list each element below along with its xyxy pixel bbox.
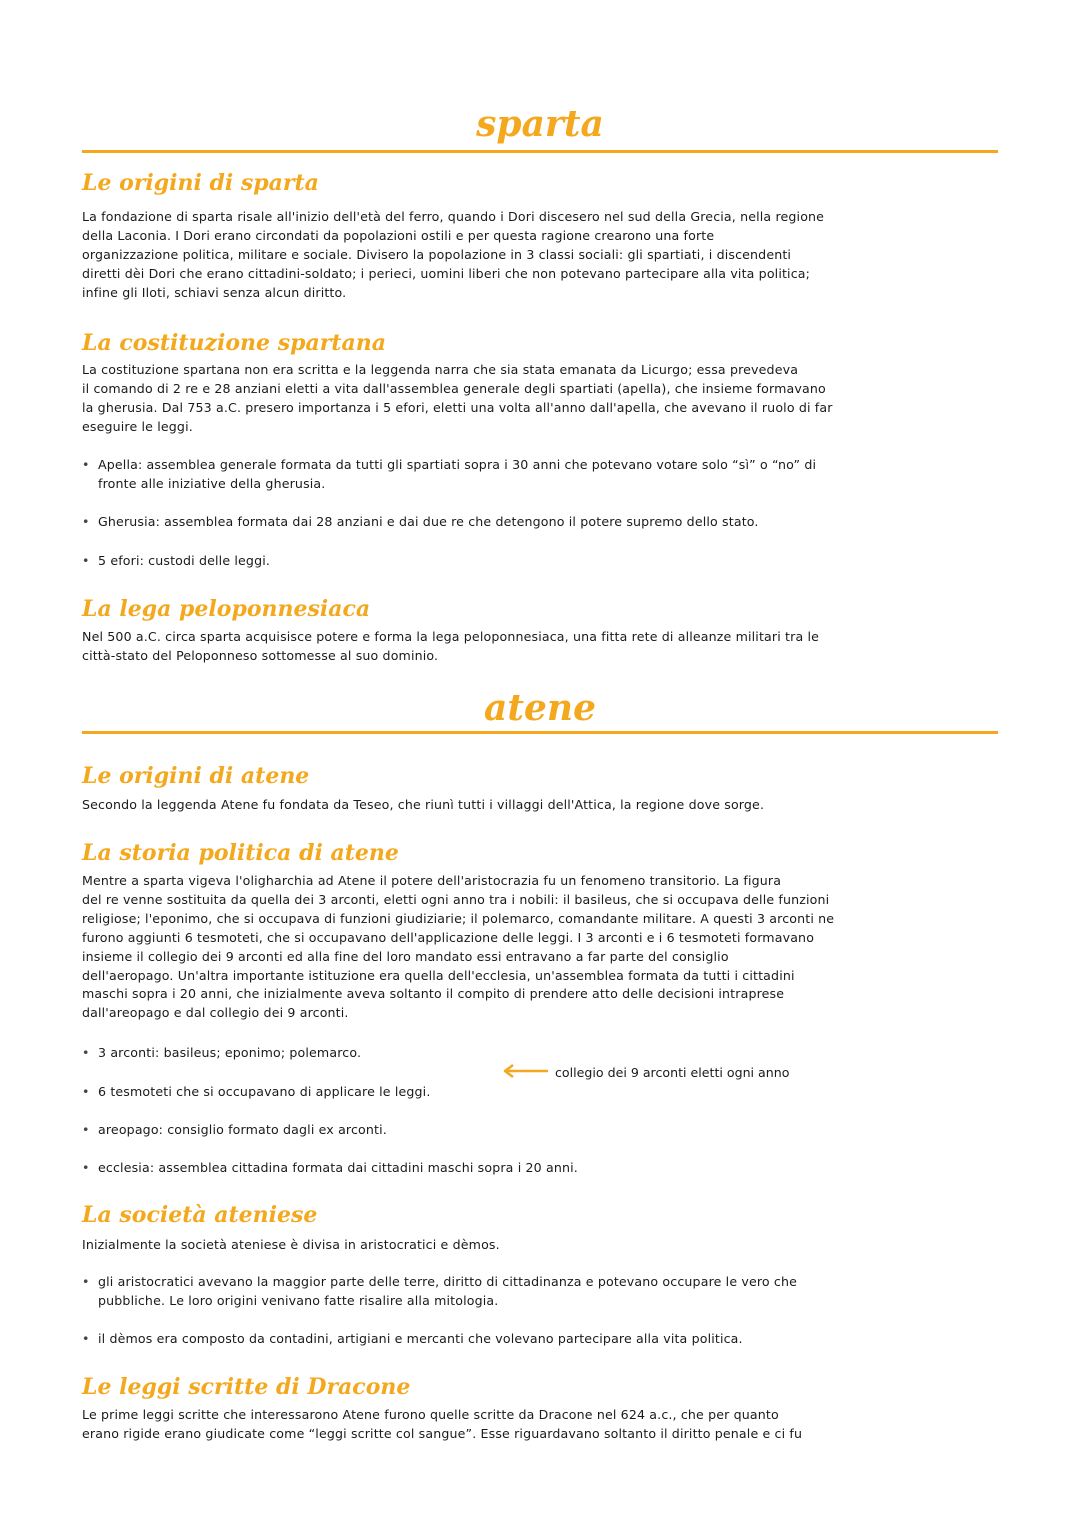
heading-costituzione: La costituzione spartana xyxy=(82,330,386,356)
bullet-icon: • xyxy=(82,553,90,568)
section-divider xyxy=(82,150,998,153)
section-title-atene: atene xyxy=(484,687,596,729)
heading-origini-atene: Le origini di atene xyxy=(82,763,310,789)
list-item-text: ecclesia: assemblea cittadina formata dai cittadini maschi sopra i 20 anni. xyxy=(98,1160,578,1175)
collegio-annotation: collegio dei 9 arconti eletti ogni anno xyxy=(555,1065,790,1080)
heading-leggi-dracone: Le leggi scritte di Dracone xyxy=(82,1374,411,1400)
heading-origini-sparta: Le origini di sparta xyxy=(82,170,319,196)
list-item-text: 6 tesmoteti che si occupavano di applicare le leggi. xyxy=(98,1084,431,1099)
paragraph-societa: Inizialmente la società ateniese è divisa in aristocratici e dèmos. xyxy=(82,1237,500,1252)
list-item xyxy=(82,1121,998,1140)
bullet-icon: • xyxy=(82,1122,90,1137)
list-item-text: 5 efori: custodi delle leggi. xyxy=(98,553,271,568)
list-item-text: gli aristocratici avevano la maggior parte delle terre, diritto di cittadinanza e potevano occupare le vero che pubbliche. Le loro origini venivano fatte risalire alla mitologia. xyxy=(98,1274,798,1308)
heading-storia-politica: La storia politica di atene xyxy=(82,840,399,866)
list-item xyxy=(82,1273,998,1311)
list-item-text: il dèmos era composto da contadini, artigiani e mercanti che volevano partecipare alla vita politica. xyxy=(98,1331,743,1346)
bullet-icon: • xyxy=(82,457,90,472)
bullet-icon: • xyxy=(82,1160,90,1175)
list-item-text: areopago: consiglio formato dagli ex arconti. xyxy=(98,1122,387,1137)
paragraph-origini-atene: Secondo la leggenda Atene fu fondata da Teseo, che riunì tutti i villaggi dell'Attica, la regione dove sorge. xyxy=(82,797,765,812)
bullet-icon: • xyxy=(82,1331,90,1346)
list-item-text: Gherusia: assemblea formata dai 28 anziani e dai due re che detengono il potere supremo dello stato. xyxy=(98,514,759,529)
bullet-icon: • xyxy=(82,514,90,529)
bullet-icon: • xyxy=(82,1084,90,1099)
list-item xyxy=(82,1159,998,1178)
list-item xyxy=(82,1044,998,1063)
paragraph-lega: Nel 500 a.C. circa sparta acquisisce potere e forma la lega peloponnesiaca, una fitta rete di alleanze militari tra le città-stato del Peloponneso sottomesse al suo dominio. xyxy=(82,629,820,663)
heading-societa-ateniese: La società ateniese xyxy=(82,1202,318,1228)
list-item-text: Apella: assemblea generale formata da tutti gli spartiati sopra i 30 anni che potevano votare solo “sì” o “no” di fronte alle iniziative della gherusia. xyxy=(98,457,817,491)
bullet-icon: • xyxy=(82,1045,90,1060)
paragraph-storia-politica: Mentre a sparta vigeva l'oligharchia ad Atene il potere dell'aristocrazia fu un fenomeno transitorio. La figura del re venne sostituita da quella dei 3 arconti, eletti ogni anno tra i nobili: il basileus, che si occupava delle funzioni religiose; l'eponimo, che si occupava di funzioni giudiziarie; il polemarco, comandante militare. A questi 3 arconti ne furono aggiunti 6 tesmoteti, che si occupavano dell'applicazione delle leggi. I 3 arconti e i 6 tesmoteti formavano insieme il collegio dei 9 arconti ed alla fine del loro mandato essi entravano a far parte del consiglio dell'aeropago. Un'altra importante istituzione era quella dell'ecclesia, un'assemblea formata da tutti i cittadini maschi sopra i 20 anni, che inizialmente aveva soltanto il compito di prendere atto delle decisioni intraprese dall'areopago e dal collegio dei 9 arconti. xyxy=(82,873,835,1021)
section-title-sparta: sparta xyxy=(476,103,604,145)
list-item xyxy=(82,1083,998,1102)
section-divider xyxy=(82,731,998,734)
bullet-icon: • xyxy=(82,1274,90,1289)
paragraph-dracone: Le prime leggi scritte che interessarono Atene furono quelle scritte da Dracone nel 624 a.c., che per quanto erano rigide erano giudicate come “leggi scritte col sangue”. Esse riguardavano soltanto il diritto penale e ci fu xyxy=(82,1407,803,1441)
paragraph-costituzione: La costituzione spartana non era scritta e la leggenda narra che sia stata emanata da Licurgo; essa prevedeva il comando di 2 re e 28 anziani eletti a vita dall'assemblea generale degli spartiati (apella), che insieme formavano la gherusia. Dal 753 a.C. presero importanza i 5 efori, eletti una volta all'anno dall'apella, che avevano il ruolo di far eseguire le leggi. xyxy=(82,362,833,434)
list-item-text: 3 arconti: basileus; eponimo; polemarco. xyxy=(98,1045,362,1060)
list-item xyxy=(82,552,998,571)
list-item xyxy=(82,456,998,494)
list-item xyxy=(82,1330,998,1349)
arrow-left-icon xyxy=(502,1064,548,1078)
paragraph-origini-sparta: La fondazione di sparta risale all'inizio dell'età del ferro, quando i Dori discesero nel sud della Grecia, nella regione della Laconia. I Dori erano circondati da popolazioni ostili e per questa ragione crearono una forte organizzazione politica, militare e sociale. Divisero la popolazione in 3 classi sociali: gli spartiati, i discendenti diretti dèi Dori che erano cittadini-soldato; i perieci, uomini liberi che non potevano partecipare alla vita politica; infine gli Iloti, schiavi senza alcun diritto. xyxy=(82,209,825,300)
heading-lega-peloponnesiaca: La lega peloponnesiaca xyxy=(82,596,371,622)
list-item xyxy=(82,513,998,532)
